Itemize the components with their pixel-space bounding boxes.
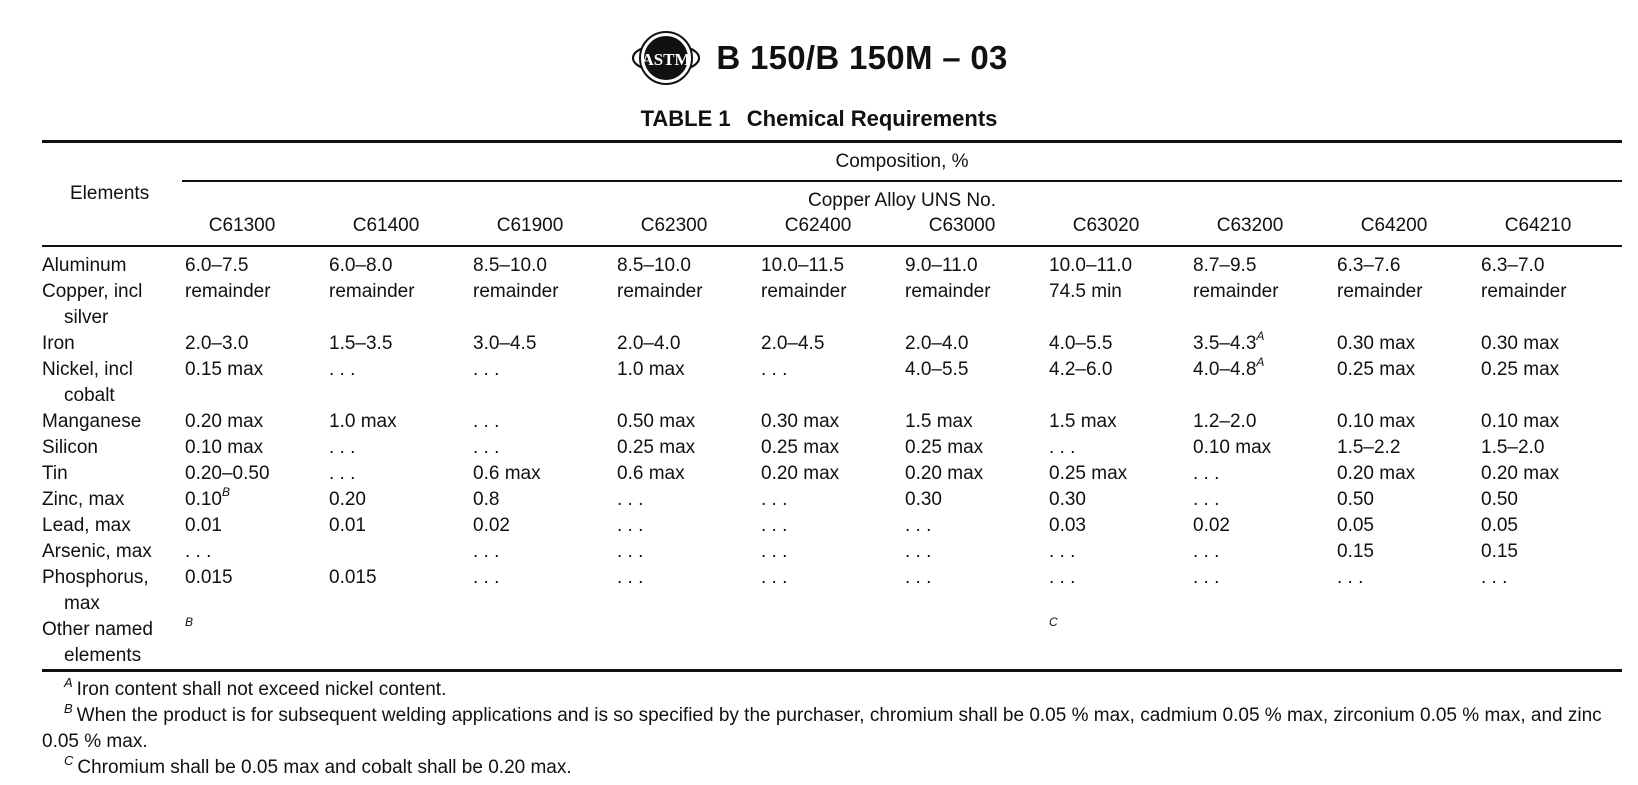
element-name-line: Copper, incl — [42, 281, 143, 302]
astm-logo-icon — [630, 26, 702, 90]
cell-value: . . . — [1193, 489, 1220, 510]
cell-value: . . . — [473, 359, 500, 380]
cell-value: . . . — [329, 463, 356, 484]
table-cell — [1481, 513, 1518, 539]
cell-value: 74.5 min — [1049, 281, 1122, 302]
table-cell — [185, 617, 193, 643]
table-cell — [1481, 539, 1518, 565]
table-cell — [329, 357, 355, 383]
cell-value: 8.7–9.5 — [1193, 255, 1257, 276]
table-cell — [617, 513, 643, 539]
cell-value: . . . — [1193, 541, 1220, 562]
table-cell — [1049, 435, 1075, 461]
footnote-text: Chromium shall be 0.05 max and cobalt shall be 0.20 max. — [77, 757, 572, 778]
table-cell — [905, 331, 968, 357]
composition-header: Composition, % — [835, 151, 969, 172]
cell-value: 10.0–11.5 — [761, 255, 845, 276]
cell-value: 6.3–7.0 — [1481, 255, 1545, 276]
footnote-reference: B — [221, 485, 230, 499]
table-cell — [1337, 461, 1415, 487]
cell-value: 4.0–5.5 — [905, 359, 969, 380]
table-cell — [1337, 357, 1415, 383]
cell-value: 0.20–0.50 — [185, 463, 270, 484]
table-cell — [1049, 539, 1075, 565]
cell-value: 2.0–3.0 — [185, 333, 249, 354]
table-cell — [473, 461, 541, 487]
header-bottom-rule — [42, 245, 1622, 247]
table-cell — [905, 409, 973, 435]
cell-value: . . . — [1049, 541, 1076, 562]
table-cell — [905, 565, 931, 591]
cell-value: . . . — [1049, 437, 1076, 458]
document-designation: B 150/B 150M – 03 — [716, 39, 1008, 76]
table-cell — [473, 331, 536, 357]
cell-value: 6.3–7.6 — [1337, 255, 1401, 276]
cell-value: 0.03 — [1049, 515, 1086, 536]
table-cell — [1337, 539, 1374, 565]
table-cell — [905, 279, 991, 305]
cell-value: . . . — [761, 567, 788, 588]
cell-value: 8.5–10.0 — [617, 255, 691, 276]
element-name-line: Arsenic, max — [42, 541, 152, 562]
cell-value: 0.10 max — [1337, 411, 1416, 432]
cell-value: 4.0–4.8 — [1193, 359, 1257, 380]
table-cell — [1049, 409, 1117, 435]
cell-value: 0.02 — [473, 515, 510, 536]
cell-value: . . . — [473, 541, 500, 562]
footnotes — [42, 677, 1622, 781]
element-name — [42, 461, 182, 487]
cell-value: remainder — [761, 281, 847, 302]
footnote-reference: B — [185, 615, 194, 629]
element-name — [42, 409, 182, 435]
table-cell — [185, 461, 270, 487]
table-cell — [185, 279, 271, 305]
table-cell — [905, 357, 968, 383]
table-cell — [1193, 331, 1264, 357]
cell-value: 0.20 max — [185, 411, 264, 432]
table-cell — [1481, 461, 1559, 487]
footnote-text: Iron content shall not exceed nickel content. — [76, 679, 447, 700]
cell-value: 0.30 max — [1481, 333, 1560, 354]
cell-value: . . . — [473, 567, 500, 588]
cell-value: 6.0–7.5 — [185, 255, 249, 276]
cell-value: 8.5–10.0 — [473, 255, 547, 276]
element-name — [42, 565, 182, 617]
cell-value: 0.25 max — [617, 437, 696, 458]
cell-value: 0.30 max — [761, 411, 840, 432]
table-cell — [617, 409, 695, 435]
cell-value: remainder — [1481, 281, 1567, 302]
cell-value: 4.2–6.0 — [1049, 359, 1113, 380]
cell-value: 2.0–4.5 — [761, 333, 825, 354]
table-cell — [1193, 461, 1219, 487]
table-cell — [1193, 409, 1256, 435]
table-cell — [1193, 253, 1256, 279]
element-name-continuation: elements — [64, 645, 142, 666]
cell-value: 0.50 — [1337, 489, 1374, 510]
cell-value: 0.01 — [329, 515, 366, 536]
cell-value: 0.50 — [1481, 489, 1518, 510]
element-name-line: Tin — [42, 463, 68, 484]
cell-value: 0.30 — [905, 489, 942, 510]
cell-value: . . . — [761, 489, 788, 510]
cell-value: 1.5–3.5 — [329, 333, 393, 354]
cell-value: 0.20 max — [905, 463, 984, 484]
element-name-line: Manganese — [42, 411, 142, 432]
table-cell — [329, 331, 392, 357]
table-cell — [1049, 253, 1132, 279]
cell-value: . . . — [1193, 463, 1220, 484]
footnote — [42, 703, 1622, 755]
cell-value: 1.0 max — [617, 359, 685, 380]
table-cell — [473, 565, 499, 591]
table-cell — [617, 487, 643, 513]
cell-value: . . . — [617, 541, 644, 562]
cell-value: remainder — [185, 281, 271, 302]
table-cell — [185, 357, 263, 383]
cell-value: 0.25 max — [1481, 359, 1560, 380]
table-cell — [761, 539, 787, 565]
table-bottom-rule — [42, 669, 1622, 672]
cell-value: 0.05 — [1337, 515, 1374, 536]
table-cell — [185, 435, 263, 461]
table-cell — [1193, 487, 1219, 513]
table-cell — [1337, 487, 1374, 513]
table-cell — [185, 565, 233, 591]
table-cell — [1193, 539, 1219, 565]
table-cell — [473, 435, 499, 461]
cell-value: . . . — [473, 411, 500, 432]
cell-value: 0.50 max — [617, 411, 696, 432]
cell-value: 0.015 — [185, 567, 233, 588]
cell-value: 0.30 max — [1337, 333, 1416, 354]
table-cell — [329, 435, 355, 461]
cell-value: 0.01 — [185, 515, 222, 536]
document-header — [0, 26, 1638, 90]
cell-value: . . . — [1193, 567, 1220, 588]
cell-value: 0.10 max — [185, 437, 264, 458]
cell-value: . . . — [905, 567, 932, 588]
element-name — [42, 487, 182, 513]
element-name — [42, 617, 182, 669]
cell-value: 6.0–8.0 — [329, 255, 393, 276]
alloy-column-header: C61900 — [496, 215, 564, 236]
table-cell — [617, 565, 643, 591]
table-cell — [905, 539, 931, 565]
table-cell — [1337, 279, 1423, 305]
cell-value: remainder — [1193, 281, 1279, 302]
table-cell — [1049, 461, 1127, 487]
table-cell — [905, 513, 931, 539]
cell-value: . . . — [1049, 567, 1076, 588]
element-name — [42, 539, 182, 565]
cell-value: 0.20 max — [761, 463, 840, 484]
element-name — [42, 279, 182, 331]
table-cell — [185, 331, 248, 357]
table-cell — [1337, 565, 1363, 591]
cell-value: 0.25 max — [1049, 463, 1128, 484]
table-cell — [1193, 565, 1219, 591]
footnote-reference: A — [1256, 355, 1265, 369]
alloy-column-header: C62400 — [784, 215, 852, 236]
table-cell — [617, 435, 695, 461]
table-cell — [905, 435, 983, 461]
table-cell — [185, 487, 230, 513]
cell-value: 1.5 max — [1049, 411, 1117, 432]
cell-value: remainder — [329, 281, 415, 302]
table-cell — [473, 539, 499, 565]
table-cell — [761, 279, 847, 305]
element-name — [42, 253, 182, 279]
table-cell — [473, 409, 499, 435]
alloy-column-header: C64200 — [1360, 215, 1428, 236]
table-cell — [905, 487, 942, 513]
cell-value: 0.05 — [1481, 515, 1518, 536]
element-name — [42, 513, 182, 539]
cell-value: 0.6 max — [473, 463, 541, 484]
cell-value: . . . — [761, 359, 788, 380]
table-cell — [1193, 435, 1271, 461]
cell-value: 0.10 — [185, 489, 222, 510]
cell-value: . . . — [617, 515, 644, 536]
table-cell — [329, 513, 366, 539]
table-cell — [1049, 357, 1112, 383]
table-cell — [1481, 565, 1507, 591]
table-cell — [1193, 357, 1264, 383]
cell-value: 10.0–11.0 — [1049, 255, 1133, 276]
cell-value: 3.0–4.5 — [473, 333, 537, 354]
cell-value: . . . — [1481, 567, 1508, 588]
table-cell — [329, 461, 355, 487]
cell-value: 9.0–11.0 — [905, 255, 978, 276]
table-cell — [905, 461, 983, 487]
alloy-column-header: C61400 — [352, 215, 420, 236]
table-cell — [905, 253, 978, 279]
cell-value: 0.25 max — [761, 437, 840, 458]
element-name — [42, 331, 182, 357]
element-name-line: Iron — [42, 333, 75, 354]
cell-value: 0.8 — [473, 489, 500, 510]
cell-value: 0.15 — [1337, 541, 1374, 562]
element-name-continuation: silver — [64, 307, 109, 328]
table-cell — [1193, 279, 1279, 305]
cell-value: remainder — [1337, 281, 1423, 302]
table-cell — [761, 435, 839, 461]
table-cell — [761, 513, 787, 539]
table-cell — [473, 357, 499, 383]
cell-value: . . . — [1337, 567, 1364, 588]
cell-value: 0.6 max — [617, 463, 685, 484]
alloy-number-header: Copper Alloy UNS No. — [808, 190, 996, 211]
table-cell — [617, 331, 680, 357]
cell-value: 0.25 max — [1337, 359, 1416, 380]
table-cell — [1049, 331, 1112, 357]
table-title-text: Chemical Requirements — [746, 106, 998, 131]
cell-value: 2.0–4.0 — [617, 333, 681, 354]
cell-value: 0.10 max — [1481, 411, 1560, 432]
table-cell — [761, 357, 787, 383]
element-name-line: Other named — [42, 619, 153, 640]
cell-value: . . . — [329, 437, 356, 458]
cell-value: . . . — [185, 541, 212, 562]
table-cell — [1049, 565, 1075, 591]
cell-value: 0.20 max — [1481, 463, 1560, 484]
table-cell — [185, 539, 211, 565]
table-cell — [1337, 331, 1415, 357]
table-cell — [617, 253, 691, 279]
table-top-rule — [42, 140, 1622, 143]
table-cell — [329, 565, 377, 591]
cell-value: 0.015 — [329, 567, 377, 588]
alloy-column-header: C63020 — [1072, 215, 1140, 236]
element-name — [42, 357, 182, 409]
table-cell — [761, 253, 844, 279]
table-cell — [329, 487, 366, 513]
alloy-column-header: C62300 — [640, 215, 708, 236]
cell-value: 4.0–5.5 — [1049, 333, 1113, 354]
table-cell — [1481, 279, 1567, 305]
footnote-reference: C — [1049, 615, 1058, 629]
alloy-column-header: C63200 — [1216, 215, 1284, 236]
cell-value: 0.30 — [1049, 489, 1086, 510]
cell-value: . . . — [905, 541, 932, 562]
table-cell — [1049, 617, 1058, 643]
table-cell — [1481, 331, 1559, 357]
cell-value: remainder — [617, 281, 703, 302]
table-cell — [329, 253, 392, 279]
table-cell — [761, 409, 839, 435]
element-name-line: Nickel, incl — [42, 359, 133, 380]
element-name-continuation: max — [64, 593, 100, 614]
element-name — [42, 435, 182, 461]
table-cell — [1337, 513, 1374, 539]
cell-value: 0.25 max — [905, 437, 984, 458]
astm-logo-text: ASTM — [641, 50, 691, 69]
cell-value: 1.5–2.0 — [1481, 437, 1545, 458]
table-cell — [761, 487, 787, 513]
table-cell — [329, 409, 397, 435]
cell-value: . . . — [329, 359, 356, 380]
element-name-line: Lead, max — [42, 515, 131, 536]
table-cell — [1337, 435, 1400, 461]
table-cell — [1049, 279, 1122, 305]
table-cell — [617, 539, 643, 565]
table-cell — [617, 279, 703, 305]
element-name-line: Aluminum — [42, 255, 127, 276]
table-cell — [185, 253, 248, 279]
cell-value: . . . — [761, 541, 788, 562]
elements-header: Elements — [70, 183, 150, 204]
table-cell — [1481, 253, 1544, 279]
table-cell — [185, 409, 263, 435]
footnote-mark: B — [64, 701, 73, 716]
cell-value: . . . — [617, 567, 644, 588]
composition-rule — [182, 180, 1622, 182]
table-cell — [1481, 487, 1518, 513]
cell-value: remainder — [473, 281, 559, 302]
footnote-reference: A — [1256, 329, 1265, 343]
table-cell — [1481, 409, 1559, 435]
cell-value: . . . — [905, 515, 932, 536]
element-name-continuation: cobalt — [64, 385, 115, 406]
cell-value: 1.0 max — [329, 411, 397, 432]
cell-value: 0.20 — [329, 489, 366, 510]
cell-value: 1.5 max — [905, 411, 973, 432]
element-name-line: Phosphorus, — [42, 567, 149, 588]
table-cell — [473, 513, 510, 539]
footnote-mark: A — [64, 675, 73, 690]
table-cell — [617, 357, 685, 383]
cell-value: 3.5–4.3 — [1193, 333, 1257, 354]
alloy-column-header: C61300 — [208, 215, 276, 236]
cell-value: 2.0–4.0 — [905, 333, 969, 354]
table-cell — [473, 487, 499, 513]
table-cell — [329, 279, 415, 305]
cell-value: 1.2–2.0 — [1193, 411, 1257, 432]
footnote — [42, 677, 1622, 703]
cell-value: 1.5–2.2 — [1337, 437, 1401, 458]
table-cell — [1193, 513, 1230, 539]
alloy-column-header: C64210 — [1504, 215, 1572, 236]
table-cell — [473, 253, 547, 279]
table-cell — [761, 331, 824, 357]
table-cell — [1481, 357, 1559, 383]
table-cell — [761, 461, 839, 487]
table-cell — [761, 565, 787, 591]
cell-value: 0.15 max — [185, 359, 264, 380]
footnote — [42, 755, 1622, 781]
cell-value: 0.20 max — [1337, 463, 1416, 484]
table-cell — [1481, 435, 1544, 461]
cell-value: . . . — [473, 437, 500, 458]
alloy-column-header: C63000 — [928, 215, 996, 236]
cell-value: . . . — [617, 489, 644, 510]
footnote-text: When the product is for subsequent welding applications and is so specified by the purchaser, chromium shall be 0.05 % max, cadmium 0.05 % max, zirconium 0.05 % max, and zinc 0.05 % max. — [42, 705, 1602, 752]
footnote-mark: C — [64, 753, 74, 768]
cell-value: 0.15 — [1481, 541, 1518, 562]
table-cell — [185, 513, 222, 539]
table-cell — [1049, 513, 1086, 539]
table-cell — [473, 279, 559, 305]
cell-value: 0.10 max — [1193, 437, 1272, 458]
table-cell — [1049, 487, 1086, 513]
table-title — [0, 106, 1638, 132]
element-name-line: Silicon — [42, 437, 98, 458]
table-cell — [617, 461, 685, 487]
cell-value: . . . — [761, 515, 788, 536]
cell-value: 0.02 — [1193, 515, 1230, 536]
element-name-line: Zinc, max — [42, 489, 125, 510]
table-cell — [1337, 409, 1415, 435]
cell-value: remainder — [905, 281, 991, 302]
table-cell — [1337, 253, 1400, 279]
table-number: TABLE 1 — [640, 106, 731, 131]
